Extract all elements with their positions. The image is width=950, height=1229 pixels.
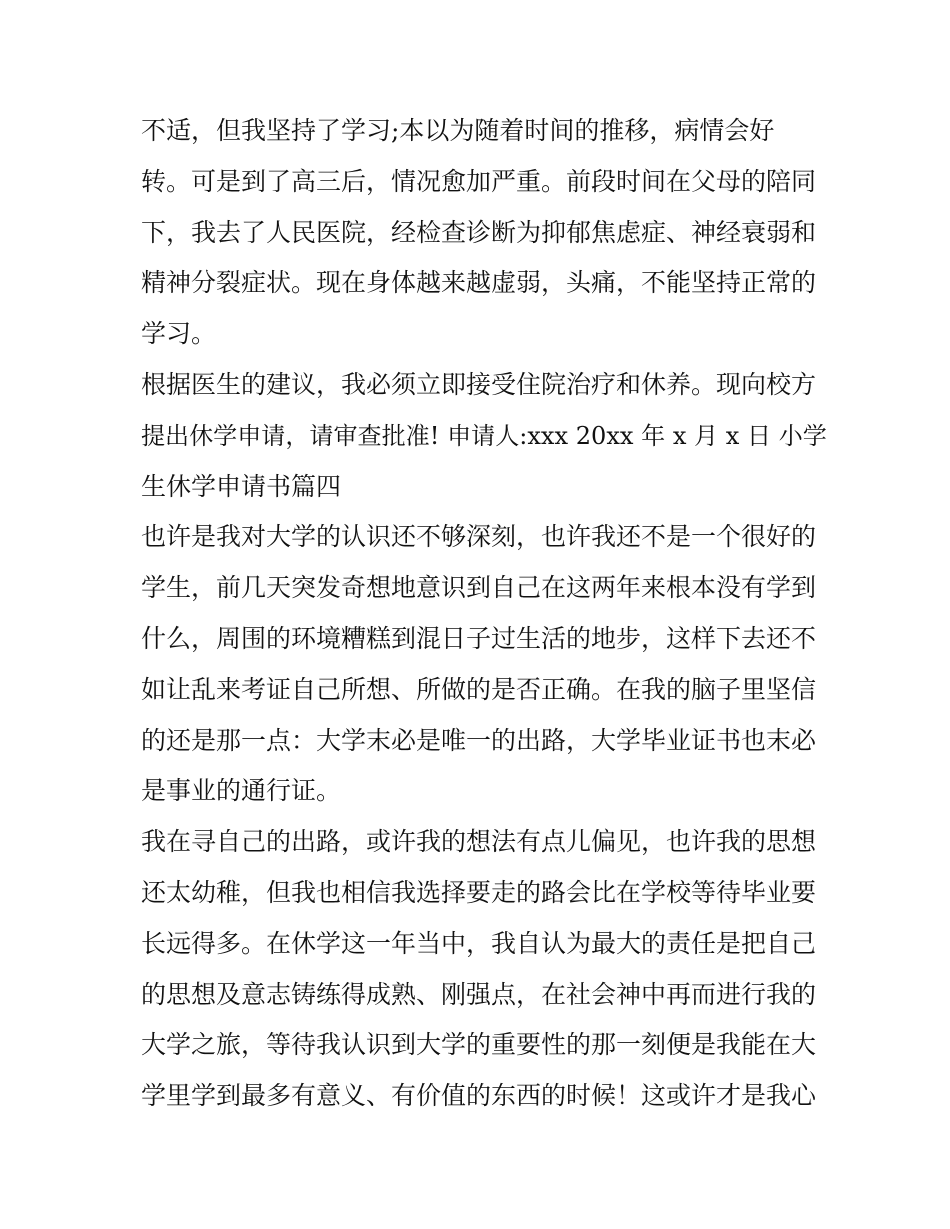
- text-line: 的还是那一点：大学末必是唯一的出路，大学毕业证书也末必: [141, 725, 817, 755]
- text-line: 是事业的通行证。: [141, 776, 342, 806]
- text-line: 如让乱来考证自己所想、所做的是否正确。在我的脑子里坚信: [141, 674, 817, 704]
- text-line: 转。可是到了高三后，情况愈加严重。前段时间在父母的陪同: [141, 166, 817, 196]
- text-line: 学习。: [141, 319, 217, 349]
- text-line: 学里学到最多有意义、有价值的东西的时候！这或许才是我心: [141, 1081, 817, 1111]
- text-line: 学生，前几天突发奇想地意识到自己在这两年来根本没有学到: [141, 573, 817, 603]
- text-line: 提出休学申请，请审查批准! 申请人:xxx 20xx 年 x 月 x 日 小学: [141, 421, 827, 450]
- text-line: 下，我去了人民医院，经检查诊断为抑郁焦虑症、神经衰弱和: [141, 217, 817, 247]
- text-line: 也许是我对大学的认识还不够深刻，也许我还不是一个很好的: [141, 522, 817, 552]
- text-line: 不适，但我坚持了学习;本以为随着时间的推移，病情会好: [141, 116, 775, 145]
- text-line: 精神分裂症状。现在身体越来越虚弱，头痛，不能坚持正常的: [141, 268, 817, 298]
- text-line: 根据医生的建议，我必须立即接受住院治疗和休养。现向校方: [141, 369, 817, 399]
- text-line: 生休学申请书篇四: [141, 471, 342, 501]
- text-line: 大学之旅，等待我认识到大学的重要性的那一刻便是我能在大: [141, 1030, 817, 1060]
- text-line: 还太幼稚，但我也相信我选择要走的路会比在学校等待毕业要: [141, 877, 817, 907]
- text-line: 长远得多。在休学这一年当中，我自认为最大的责任是把自己: [141, 928, 817, 958]
- text-line: 的思想及意志铸练得成熟、刚强点，在社会神中再而进行我的: [141, 979, 817, 1009]
- text-line: 我在寻自己的出路，或许我的想法有点儿偏见，也许我的思想: [141, 827, 817, 857]
- body-text: [141, 106, 831, 1122]
- text-line: 什么，周围的环境糟糕到混日子过生活的地步，这样下去还不: [141, 623, 817, 653]
